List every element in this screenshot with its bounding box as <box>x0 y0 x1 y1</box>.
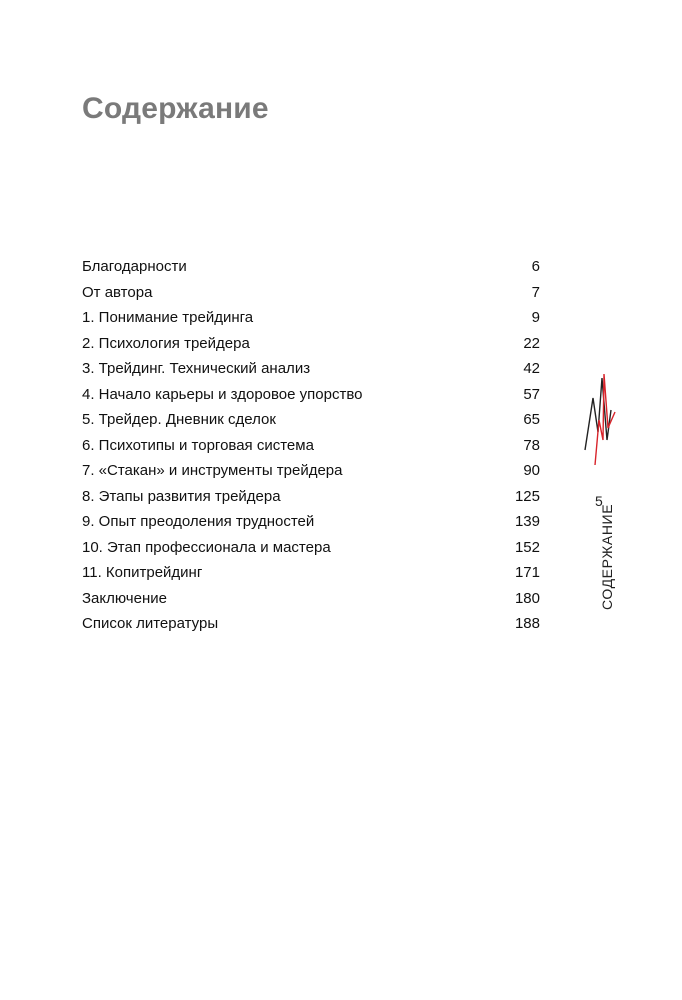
toc-entry-page: 152 <box>514 538 540 556</box>
toc-entry-label: 3. Трейдинг. Технический анализ <box>82 360 311 377</box>
toc-entry-label: 8. Этапы развития трейдера <box>82 487 281 505</box>
toc-entry <box>82 305 540 331</box>
toc-entry <box>82 611 540 637</box>
toc-entry <box>82 535 540 561</box>
toc-entry <box>82 458 540 484</box>
toc-entry-label: 2. Психология трейдера <box>82 334 250 352</box>
toc-entry <box>82 356 540 382</box>
toc-entry-page: 180 <box>514 589 540 607</box>
toc-entry-label: 7. «Стакан» и инструменты трейдера <box>82 462 343 479</box>
toc-entry <box>82 484 540 510</box>
toc-entry-page: 22 <box>523 334 540 352</box>
toc-entry-label: 10. Этап профессионала и мастера <box>82 538 331 556</box>
toc-entry <box>82 433 540 459</box>
toc-entry-page: 9 <box>531 309 540 326</box>
toc-entry-page: 42 <box>523 360 540 377</box>
page-title: Содержание <box>82 92 269 125</box>
toc-entry-label: Благодарности <box>82 258 187 275</box>
toc-entry-page: 7 <box>531 283 540 301</box>
toc-entry <box>82 331 540 357</box>
toc-entry <box>82 586 540 612</box>
toc-entry-page: 125 <box>514 487 540 505</box>
toc-entry <box>82 254 540 280</box>
running-head: СОДЕРЖАНИЕ <box>599 503 615 610</box>
toc-entry-page: 65 <box>523 411 540 428</box>
toc-entry <box>82 407 540 433</box>
toc-entry-page: 139 <box>514 513 540 530</box>
toc-entry-page: 57 <box>523 385 540 403</box>
toc-entry-page: 171 <box>514 564 540 581</box>
toc-entry-label: Список литературы <box>82 615 219 632</box>
table-of-contents <box>82 254 540 637</box>
toc-entry-page: 6 <box>531 258 540 275</box>
toc-entry <box>82 560 540 586</box>
toc-entry-label: 11. Копитрейдинг <box>82 564 203 581</box>
page-sidebar <box>575 370 625 630</box>
toc-entry-page: 90 <box>523 462 540 479</box>
toc-entry-label: 4. Начало карьеры и здоровое упорство <box>82 385 363 403</box>
toc-entry-label: Заключение <box>82 589 167 607</box>
toc-entry <box>82 382 540 408</box>
toc-entry-label: 6. Психотипы и торговая система <box>82 436 314 454</box>
toc-entry-page: 188 <box>514 615 540 632</box>
toc-entry-label: 5. Трейдер. Дневник сделок <box>82 411 276 428</box>
page-number: 5 <box>595 493 603 509</box>
zigzag-chart-icon <box>575 370 625 485</box>
toc-entry-label: 1. Понимание трейдинга <box>82 309 254 326</box>
toc-entry-label: 9. Опыт преодоления трудностей <box>82 513 315 530</box>
toc-entry-page: 78 <box>523 436 540 454</box>
toc-entry <box>82 509 540 535</box>
toc-entry <box>82 280 540 306</box>
toc-entry-label: От автора <box>82 283 153 301</box>
